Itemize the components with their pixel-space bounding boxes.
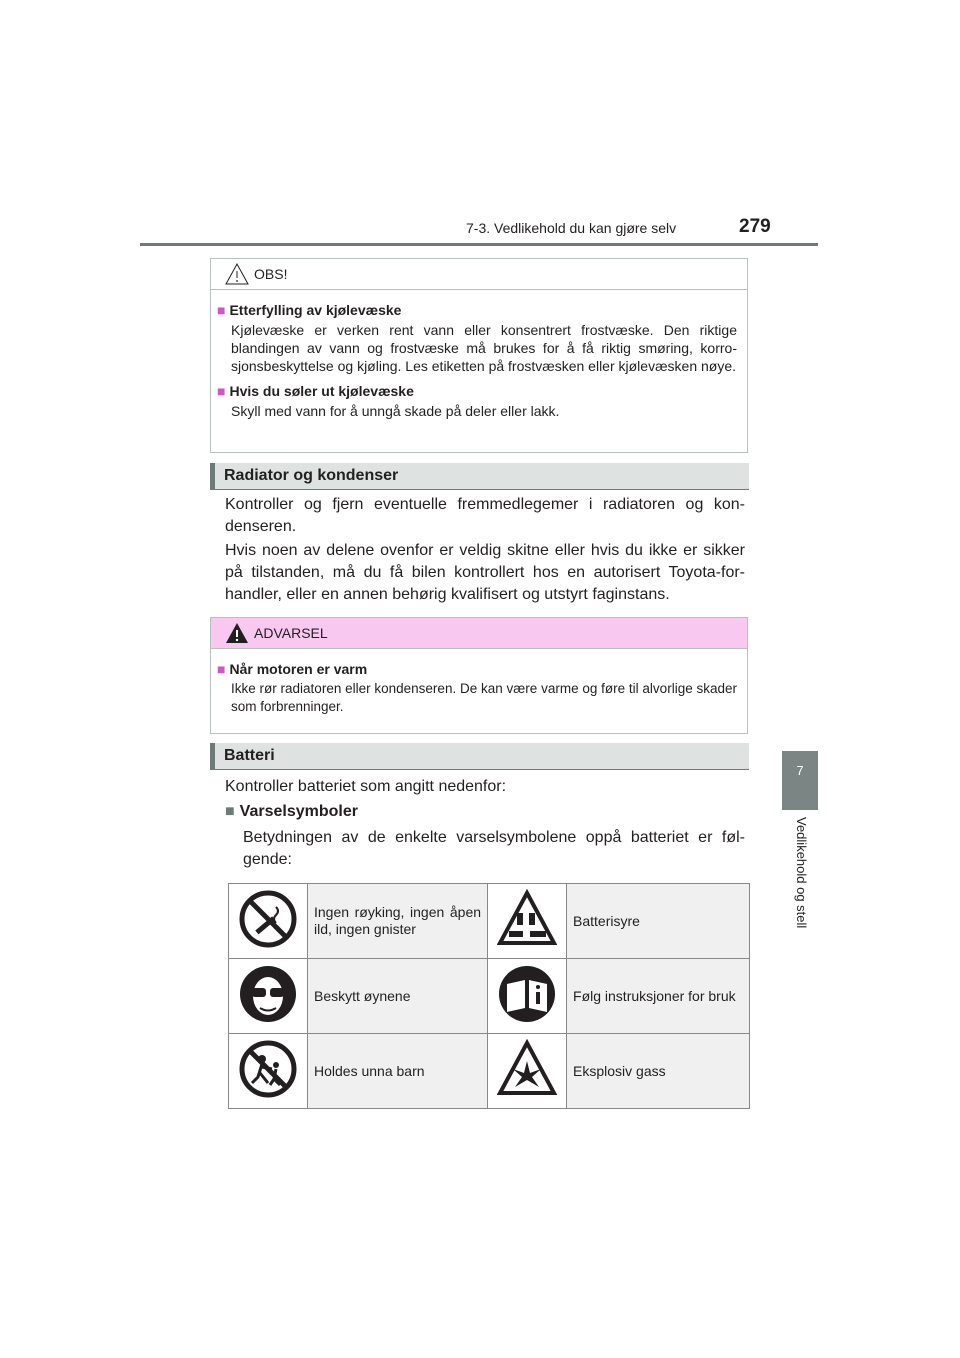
symbol-cell	[488, 959, 567, 1034]
caution-icon	[225, 263, 249, 285]
chapter-tab: 7	[782, 751, 818, 810]
warning-box	[210, 617, 748, 734]
symbol-cell	[488, 884, 567, 959]
header-rule	[140, 243, 818, 246]
notice-box	[210, 258, 748, 453]
symbol-label: Batterisyre	[567, 884, 750, 959]
eye-protection-icon	[238, 964, 298, 1024]
chapter-label: Vedlikehold og stell	[794, 817, 809, 929]
instructions-icon	[497, 964, 557, 1024]
notice-header	[211, 259, 747, 290]
warning-item-text: Ikke rør radiatoren eller kondenseren. De kan være varme og føre til alvorlige skader som forbrenninger.	[231, 681, 737, 714]
symbol-cell	[229, 884, 308, 959]
symbol-cell	[229, 959, 308, 1034]
warning-symbols-text: Betydningen av de enkelte varselsymbolene oppå batteriet er føl-gende:	[243, 829, 745, 868]
explosive-gas-icon	[497, 1039, 557, 1099]
notice-label: OBS!	[254, 266, 288, 282]
square-bullet-icon: ■	[217, 302, 226, 318]
notice-item-title: ■ Etterfylling av kjølevæske	[217, 302, 402, 318]
symbol-label: Beskytt øynene	[308, 959, 488, 1034]
table-row	[229, 884, 750, 959]
section-heading-radiator: Radiator og kondenser	[210, 463, 749, 490]
square-bullet-icon: ■	[225, 803, 235, 820]
header-title: 7-3. Vedlikehold du kan gjøre selv	[466, 220, 677, 236]
warning-symbols-heading: ■ Varselsymboler	[225, 803, 358, 820]
table-row	[229, 959, 750, 1034]
symbol-label: Følg instruksjoner for bruk	[567, 959, 750, 1034]
notice-item-text: Skyll med vann for å unngå skade på deler eller lakk.	[231, 403, 560, 419]
symbol-label: Holdes unna barn	[308, 1034, 488, 1109]
page-number: 279	[739, 216, 771, 237]
warning-item-title: ■ Når motoren er varm	[217, 661, 368, 677]
radiator-paragraph: Hvis noen av delene ovenfor er veldig skitne eller hvis du ikke er sikker på tilstanden, må du få bilen kontrollert hos en autorisert Toyota-for-handler, eller en annen behørig kvalifisert og utstyrt faginstans.	[225, 542, 745, 603]
warning-header	[211, 618, 747, 649]
symbol-cell	[488, 1034, 567, 1109]
symbol-label: Eksplosiv gass	[567, 1034, 750, 1109]
battery-intro: Kontroller batteriet som angitt nedenfor:	[225, 778, 507, 795]
radiator-paragraph: Kontroller og fjern eventuelle fremmedlegemer i radiatoren og kon-denseren.	[225, 496, 745, 535]
battery-acid-icon	[497, 889, 557, 949]
symbol-label: Ingen røyking, ingen åpen ild, ingen gnister	[308, 884, 488, 959]
square-bullet-icon: ■	[217, 383, 226, 399]
notice-item-text: Kjølevæske er verken rent vann eller konsentrert frostvæske. Den riktige blandingen av vann og frostvæske må brukes for å få riktig smøring, korro-sjonsbeskyttelse og kjøling. Les etiketten på frostvæsken eller kjølevæsken nøye.	[231, 322, 737, 374]
table-row	[229, 1034, 750, 1109]
notice-item-title: ■ Hvis du søler ut kjølevæske	[217, 383, 414, 399]
keep-away-children-icon	[238, 1039, 298, 1099]
symbol-cell	[229, 1034, 308, 1109]
square-bullet-icon: ■	[217, 661, 226, 677]
symbol-table	[228, 883, 750, 1109]
section-heading-battery: Batteri	[210, 743, 749, 770]
no-smoking-icon	[238, 889, 298, 949]
warning-label: ADVARSEL	[254, 625, 328, 641]
warning-icon	[225, 622, 249, 644]
